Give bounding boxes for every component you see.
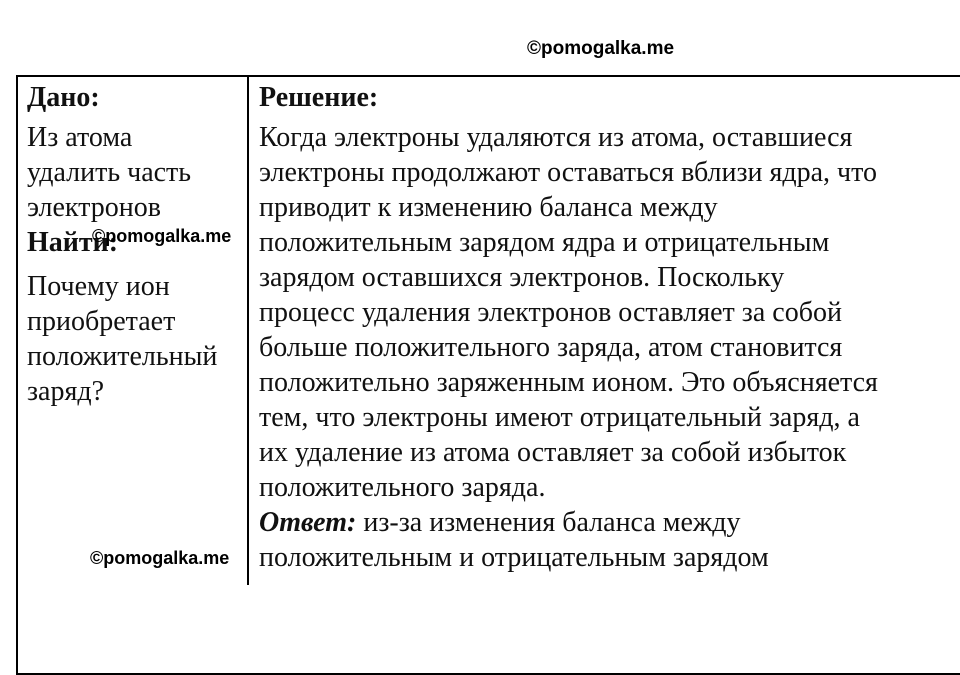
solution-heading: Решение: <box>259 82 379 113</box>
answer-line <box>259 505 959 540</box>
solution-line: приводит к изменению баланса между <box>259 192 718 223</box>
find-line: заряд? <box>27 376 105 407</box>
solution-line: Когда электроны удаляются из атома, оставшиеся <box>259 122 853 153</box>
find-heading: Найти: <box>27 227 119 258</box>
watermark-middle: ©pomogalka.me <box>92 226 232 246</box>
given-heading: Дано: <box>27 82 100 113</box>
given-line: электронов <box>27 192 161 223</box>
solution-line: их удаление из атома оставляет за собой избыток <box>259 437 847 468</box>
watermark-top: ©pomogalka.me <box>527 38 675 59</box>
solution-line: положительного заряда. <box>259 472 546 503</box>
find-line: приобретает <box>27 306 176 337</box>
right-column <box>259 80 959 575</box>
solution-line: тем, что электроны имеют отрицательный заряд, а <box>259 402 860 433</box>
solution-line: зарядом оставшихся электронов. Поскольку <box>259 262 785 293</box>
given-line: удалить часть <box>27 157 192 188</box>
solution-line: положительным зарядом ядра и отрицательным <box>259 227 830 258</box>
given-line: Из атома <box>27 122 133 153</box>
answer-text: из-за изменения баланса между <box>363 507 741 538</box>
solution-line: процесс удаления электронов оставляет за собой <box>259 297 842 328</box>
watermark-bottom: ©pomogalka.me <box>90 548 230 568</box>
column-divider <box>247 75 249 585</box>
find-line: положительный <box>27 341 218 372</box>
answer-label: Ответ: <box>259 507 357 538</box>
solution-line: больше положительного заряда, атом становится <box>259 332 843 363</box>
solution-line: положительно заряженным ионом. Это объясняется <box>259 367 878 398</box>
answer-line: положительным и отрицательным зарядом <box>259 542 769 573</box>
find-line: Почему ион <box>27 271 170 302</box>
solution-line: электроны продолжают оставаться вблизи ядра, что <box>259 157 878 188</box>
